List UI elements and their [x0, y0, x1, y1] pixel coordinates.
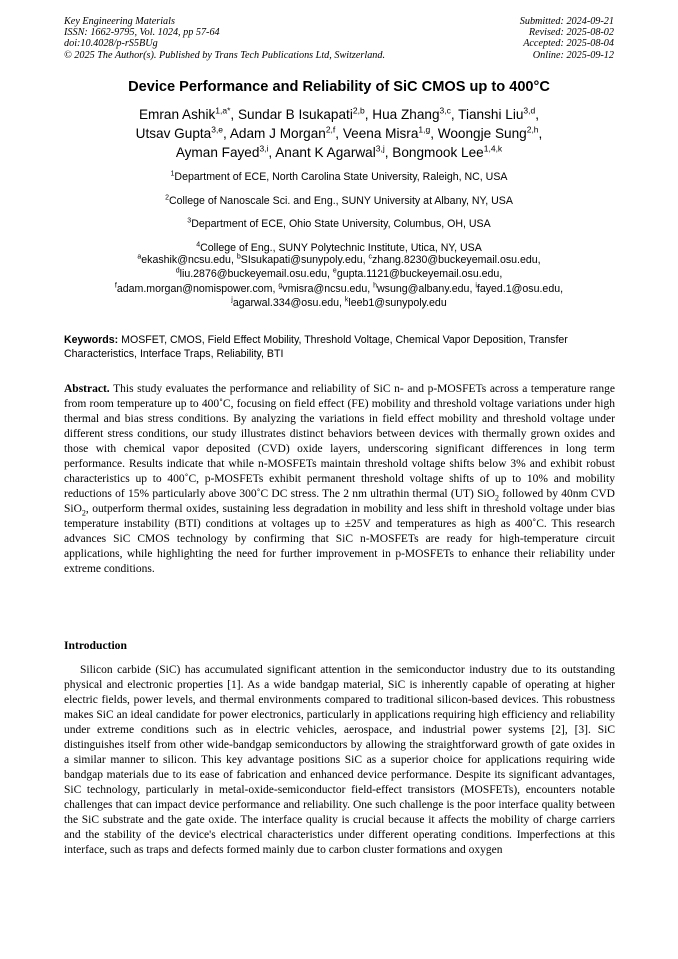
- date-accepted: Accepted: 2025-08-04: [523, 38, 614, 50]
- affiliation: $^3$Department of ECE, Ohio State University, Columbus, OH, USA: [187, 217, 491, 230]
- keywords-label: Keywords:: [64, 334, 119, 346]
- date-online: Online: 2025-09-12: [532, 49, 614, 61]
- abstract-text: This study evaluates the performance and reliability of SiC n- and p-MOSFETs across a temperature range from room temperature up to 400˚C, focusing on field effect (FE) mobility and threshold voltage variations under high thermal and bias stress conditions. By analyzing the variations in field effect mobility and threshold voltage under different stress conditions, our study illustrates distinct behaviors between devices with thermally grown oxides and those with chemical vapor deposited (CVD) oxide layers, underscoring significant differences in long term performance. Results indicate that while n-MOSFETs maintain threshold voltage shifts below 3% and exhibit robust characteristics up to 400˚C, p-MOSFETs exhibit permanent threshold voltage shifts of up to 10% and mobility reductions of 15% particularly above 300˚C DC stress. The 2 nm ultrathin thermal (UT) SiO: [64, 383, 615, 500]
- email-link[interactable]: $^j$agarwal.334@osu.edu: [231, 296, 339, 310]
- email-link[interactable]: $^a$ekashik@ncsu.edu: [137, 253, 231, 266]
- email-link[interactable]: $^h$wsung@albany.edu: [373, 282, 470, 295]
- author: Anant K Agarwal$^{3,j}$: [275, 143, 385, 160]
- abstract-label: Abstract.: [64, 383, 110, 395]
- author: Utsav Gupta$^{3,e}$: [135, 124, 224, 141]
- email-link[interactable]: $^c$zhang.8230@buckeyemail.osu.edu: [368, 253, 538, 266]
- publication-dates: [520, 16, 614, 61]
- email-link[interactable]: $^b$SIsukapati@sunypoly.edu: [236, 253, 363, 266]
- date-revised: Revised: 2025-08-02: [528, 27, 614, 39]
- affiliation-list: [40, 168, 638, 262]
- date-submitted: Submitted: 2024-09-21: [519, 16, 614, 27]
- author: Tianshi Liu$^{3,d}$: [458, 105, 536, 122]
- journal-header: [64, 16, 385, 61]
- affiliation: $^4$College of Eng., SUNY Polytechnic Institute, Utica, NY, USA: [196, 240, 482, 254]
- paper-title: Device Performance and Reliability of SiC CMOS up to 400°C: [128, 79, 550, 95]
- journal-copyright: © 2025 The Author(s). Published by Trans Tech Publications Ltd, Switzerland.: [64, 49, 386, 61]
- author: Hua Zhang$^{3,c}$: [372, 105, 451, 122]
- email-link[interactable]: $^d$liu.2876@buckeyemail.osu.edu: [175, 267, 328, 281]
- introduction-paragraph: Silicon carbide (SiC) has accumulated significant attention in the semiconductor industry due to its outstanding physical and electronic properties [1]. As a wide bandgap material, SiC is inherently capable of operating at higher electric fields, power levels, and thermal environments compared to traditional silicon-based devices. This robustness makes SiC an ideal candidate for power electronics, particularly in applications requiring high efficiency and reliability under extreme conditions such as in electric vehicles, aerospace, and industrial power systems [2], [3]. SiC distinguishes itself from other wide-bandgap semiconductors by allowing the straightforward growth of gate oxides in a similar manner to silicon. This key advantage positions SiC as a superior choice for applications requiring wide bandgap materials due to its ease of fabrication and enhanced device performance. Despite its significant advantages, SiC technology, particularly in metal-oxide-semiconductor field-effect transistors (MOSFETs), encounters notable challenges that can impact device performance and reliability. One such challenge is the poor interface quality between the SiC substrate and the gate oxide. The interface quality is crucial because it affects the mobility of charge carriers and the stability of the device's electrical characteristics under different operating conditions. Imperfections at this interface, such as traps and defects formed mainly due to carbon cluster formations and oxygen: [64, 664, 615, 856]
- author-list: Emran Ashik$^{1,a*}$, Sundar B Isukapati$^{2,b}$, Hua Zhang$^{3,c}$, Tianshi Liu$^{3,d}$, Utsav Gupta$^{3,e}$, Adam J Morgan$^{2,f}$, Veena Misra$^{1,g}$, Woongje Sung$^{2,h}$, Ayman Fayed$^{3,i}$, Anant K Agarwal$^{3,j}$, Bongmook Lee$^{1,4,k}$: [135, 105, 543, 160]
- author: Adam J Morgan$^{2,f}$: [229, 124, 336, 141]
- email-link[interactable]: $^g$vmisra@ncsu.edu: [278, 282, 368, 295]
- journal-issn: ISSN: 1662-9795, Vol. 1024, pp 57-64: [64, 27, 220, 39]
- email-link[interactable]: $^e$gupta.1121@buckeyemail.osu.edu: [332, 267, 500, 281]
- author: Ayman Fayed$^{3,i}$: [175, 143, 269, 160]
- introduction-heading: Introduction: [64, 639, 127, 652]
- journal-name: Key Engineering Materials: [64, 16, 175, 27]
- author: Emran Ashik$^{1,a*}$: [138, 105, 231, 122]
- author: Bongmook Lee$^{1,4,k}$: [392, 143, 503, 160]
- author: Sundar B Isukapati$^{2,b}$: [237, 105, 365, 122]
- email-link[interactable]: $^f$adam.morgan@nomispower.com: [114, 282, 273, 295]
- journal-doi: doi:10.4028/p-rS5BUg: [64, 38, 158, 50]
- affiliation: $^1$Department of ECE, North Carolina State University, Raleigh, NC, USA: [170, 170, 508, 183]
- keywords-section: [64, 333, 616, 362]
- email-link[interactable]: $^i$fayed.1@osu.edu: [475, 282, 561, 295]
- email-list: $^a$ekashik@ncsu.edu, $^b$SIsukapati@sunypoly.edu, $^c$zhang.8230@buckeyemail.osu.edu, $^d$liu.2876@buckeyemail.osu.edu, $^e$gupta.1121@buckeyemail.osu.edu, $^f$adam.morgan@nomispower.com, $^g$vmisra@ncsu.edu, $^h$wsung@albany.edu, $^i$fayed.1@osu.edu, $^j$agarwal.334@osu.edu, $^k$leeb1@sunypoly.edu: [114, 253, 564, 310]
- affiliation: $^2$College of Nanoscale Sci. and Eng., SUNY University at Albany, NY, USA: [165, 193, 513, 207]
- email-link[interactable]: $^k$leeb1@sunypoly.edu: [344, 296, 447, 310]
- keywords-text: MOSFET, CMOS, Field Effect Mobility, Threshold Voltage, Chemical Vapor Deposition, Transfer Characteristics, Interface Traps, Reliability, BTI: [64, 334, 568, 361]
- abstract-section: Abstract. This study evaluates the performance and reliability of SiC n- and p-MOSFETs across a temperature range from room temperature up to 400˚C, focusing on field effect (FE) mobility and threshold voltage variations under high thermal and bias stress conditions. By analyzing the variations in field effect mobility and threshold voltage under different stress conditions, our study illustrates distinct behaviors between devices with thermally grown oxides and those with chemical vapor deposited (CVD) oxide layers, underscoring significant differences in long term performance. Results indicate that while n-MOSFETs maintain threshold voltage shifts below 3% and exhibit robust characteristics up to 400˚C, p-MOSFETs exhibit permanent threshold voltage shifts of up to 10% and mobility reductions of 15% particularly above 300˚C DC stress. The 2 nm ultrathin thermal (UT) SiO$_2$ followed by 40nm CVD SiO$_2$, outperform thermal oxides, sustaining less degradation in mobility and less shift in threshold voltage under bias temperature instability (BTI) conditions at voltages up to ±25V and temperatures as high as 400˚C. This research advances SiC CMOS technology by confirming that SiC n-MOSFETs are ready for high-temperature circuit applications, while highlighting the need for further improvement in p-MOSFETs to enhance their reliability under extreme conditions.: [64, 383, 615, 575]
- author: Woongje Sung$^{2,h}$: [437, 124, 539, 141]
- author: Veena Misra$^{1,g}$: [342, 124, 431, 141]
